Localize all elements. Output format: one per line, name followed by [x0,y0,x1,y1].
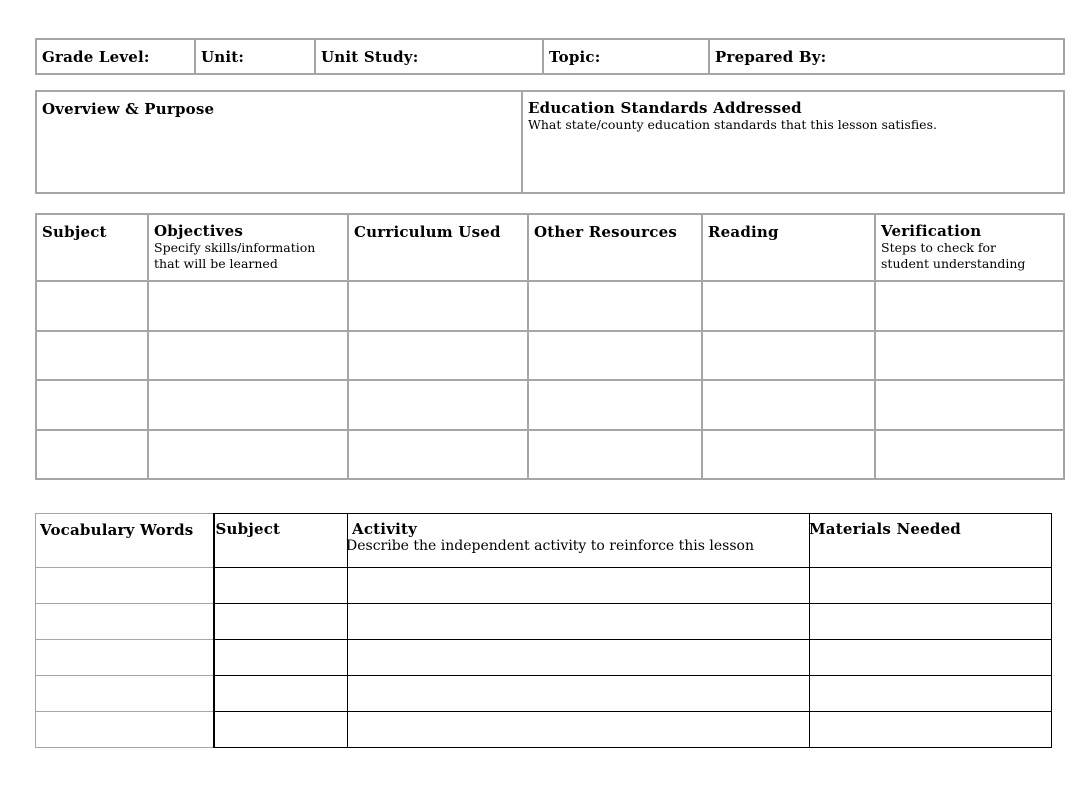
objectives-header-label: Objectives [154,222,243,240]
curriculum-header [348,214,528,281]
reading-header-label: Reading [708,223,779,241]
vocabulary-activity-table [35,513,1052,748]
objectives-header [148,214,348,281]
activity-cell[interactable] [348,712,810,748]
subject-cell[interactable] [36,380,148,430]
curriculum-cell[interactable] [348,430,528,480]
vocab-subject-cell[interactable] [214,604,348,640]
vocabulary-cell[interactable] [36,676,214,712]
materials-cell[interactable] [810,676,1052,712]
table-row [36,712,1052,748]
activity-header-label: Activity [352,520,418,538]
table-row [36,640,1052,676]
overview-table [35,90,1065,194]
reading-cell[interactable] [702,430,875,480]
activity-header [348,514,810,568]
grade-level-field[interactable] [36,39,195,74]
verification-desc-line-1: Steps to check for [881,240,997,255]
education-standards-title: Education Standards Addressed [528,99,802,117]
table-row [36,331,1064,381]
curriculum-cell[interactable] [348,331,528,381]
table-row [36,430,1064,480]
education-standards-desc: What state/county education standards that this lesson satisfies. [528,117,937,132]
other-resources-cell[interactable] [528,331,702,381]
activity-desc: Describe the independent activity to reinforce this lesson [346,538,754,554]
vocab-subject-cell[interactable] [214,640,348,676]
vocabulary-cell[interactable] [36,712,214,748]
curriculum-header-label: Curriculum Used [354,223,501,241]
vocab-subject-cell[interactable] [214,676,348,712]
verification-header-label: Verification [881,222,982,240]
objectives-cell[interactable] [148,380,348,430]
materials-cell[interactable] [810,604,1052,640]
objectives-cell[interactable] [148,430,348,480]
overview-row [36,91,1064,193]
verification-cell[interactable] [875,331,1064,381]
other-resources-cell[interactable] [528,281,702,331]
reading-header [702,214,875,281]
verification-header [875,214,1064,281]
subject-cell[interactable] [36,331,148,381]
prepared-by-field[interactable] [709,39,1064,74]
table-row [36,604,1052,640]
lesson-info-row [36,39,1064,74]
table-row [36,568,1052,604]
verification-cell[interactable] [875,380,1064,430]
materials-cell[interactable] [810,640,1052,676]
materials-cell[interactable] [810,568,1052,604]
unit-label: Unit: [201,48,245,66]
table-row [36,676,1052,712]
reading-cell[interactable] [702,281,875,331]
vocabulary-words-header [36,514,214,568]
materials-cell[interactable] [810,712,1052,748]
reading-cell[interactable] [702,331,875,381]
topic-field[interactable] [543,39,709,74]
verification-desc-line-2: student understanding [881,256,1026,271]
vocab-subject-cell[interactable] [214,568,348,604]
vocab-subject-header [214,514,348,568]
vocabulary-cell[interactable] [36,568,214,604]
table-row [36,380,1064,430]
objectives-desc-line-1: Specify skills/information [154,240,316,255]
materials-header-label: Materials Needed [809,520,961,538]
overview-purpose-cell[interactable] [36,91,522,193]
vocab-header-row [36,514,1052,568]
curriculum-cell[interactable] [348,380,528,430]
activity-cell[interactable] [348,604,810,640]
vocabulary-cell[interactable] [36,640,214,676]
subject-header [36,214,148,281]
other-resources-header-label: Other Resources [534,223,677,241]
unit-study-field[interactable] [315,39,543,74]
grade-level-label: Grade Level: [42,48,150,66]
activity-cell[interactable] [348,676,810,712]
subject-header-label: Subject [42,223,107,241]
prepared-by-label: Prepared By: [715,48,827,66]
topic-label: Topic: [549,48,601,66]
reading-cell[interactable] [702,380,875,430]
overview-purpose-title: Overview & Purpose [42,100,215,118]
vocab-subject-header-label: Subject [215,520,281,538]
unit-field[interactable] [195,39,315,74]
other-resources-header [528,214,702,281]
other-resources-cell[interactable] [528,430,702,480]
objectives-cell[interactable] [148,281,348,331]
verification-cell[interactable] [875,430,1064,480]
lesson-info-table [35,38,1065,75]
verification-cell[interactable] [875,281,1064,331]
activity-cell[interactable] [348,568,810,604]
unit-study-label: Unit Study: [321,48,419,66]
subject-cell[interactable] [36,430,148,480]
curriculum-cell[interactable] [348,281,528,331]
subject-cell[interactable] [36,281,148,331]
vocab-subject-cell[interactable] [214,712,348,748]
other-resources-cell[interactable] [528,380,702,430]
table-row [36,281,1064,331]
education-standards-cell[interactable] [522,91,1064,193]
vocabulary-cell[interactable] [36,604,214,640]
objectives-cell[interactable] [148,331,348,381]
materials-header [810,514,1052,568]
subjects-header-row [36,214,1064,281]
objectives-desc-line-2: that will be learned [154,256,278,271]
subjects-table [35,213,1065,480]
activity-cell[interactable] [348,640,810,676]
vocabulary-words-header-label: Vocabulary Words [40,521,194,539]
